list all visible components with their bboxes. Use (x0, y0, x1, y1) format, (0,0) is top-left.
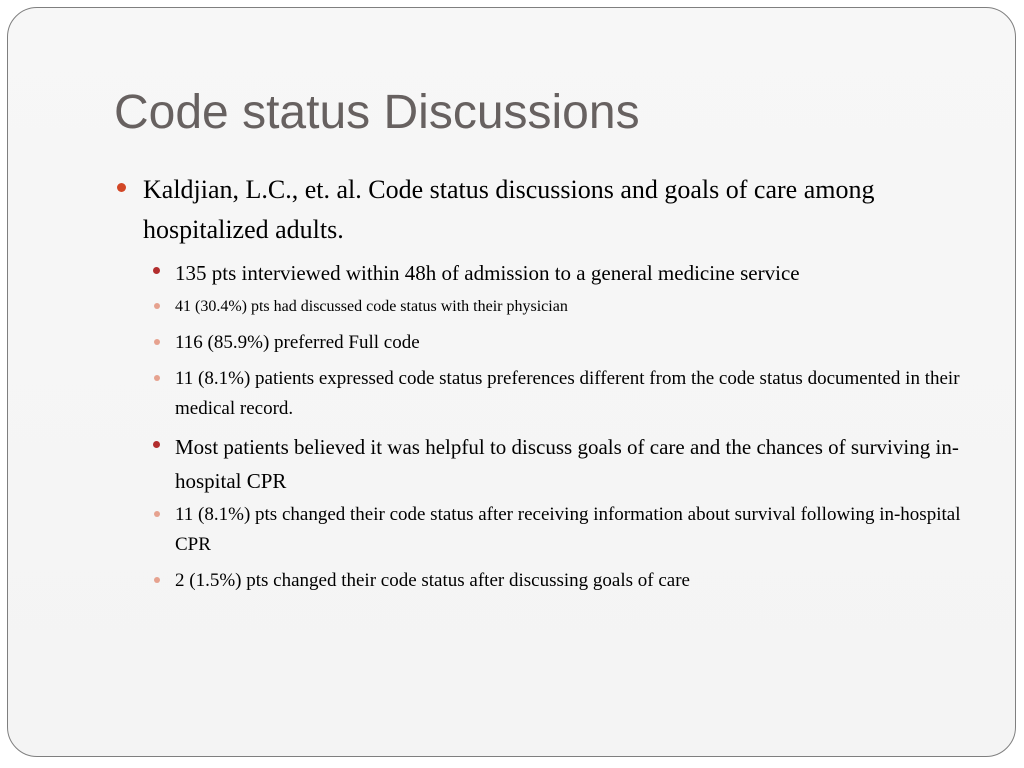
bullet-item-changed-after-survival-info (145, 500, 975, 560)
slide-title: Code status Discussions (114, 86, 640, 139)
slide-body (115, 170, 975, 602)
bullet-list-level3 (145, 292, 975, 424)
bullet-dot-icon (153, 441, 160, 448)
bullet-dot-icon (154, 577, 160, 583)
bullet-dot-icon (154, 375, 160, 381)
bullet-text: 135 pts interviewed within 48h of admission to a general medicine service (175, 261, 800, 285)
bullet-text: 41 (30.4%) pts had discussed code status with their physician (175, 298, 568, 315)
bullet-text: 11 (8.1%) patients expressed code status preferences different from the code status documented in their medical record. (175, 368, 960, 419)
bullet-dot-icon (154, 303, 160, 309)
bullet-text: Kaldjian, L.C., et. al. Code status discussions and goals of care among hospitalized adults. (143, 175, 875, 244)
bullet-dot-icon (154, 511, 160, 517)
bullet-dot-icon (153, 267, 160, 274)
bullet-item-different-preferences (145, 364, 975, 424)
bullet-item-helpful (147, 430, 975, 498)
bullet-item-interviewed (147, 256, 975, 290)
bullet-text: Most patients believed it was helpful to discuss goals of care and the chances of surviving in-hospital CPR (175, 435, 959, 493)
bullet-dot-icon (117, 183, 126, 192)
bullet-dot-icon (154, 339, 160, 345)
bullet-list-level3 (145, 500, 975, 596)
bullet-item-changed-after-goals (145, 566, 975, 596)
bullet-list-level2 (147, 430, 975, 498)
bullet-text: 116 (85.9%) preferred Full code (175, 332, 420, 353)
bullet-item-citation (115, 170, 975, 250)
bullet-item-full-code (145, 328, 975, 358)
bullet-text: 2 (1.5%) pts changed their code status after discussing goals of care (175, 570, 690, 591)
bullet-text: 11 (8.1%) pts changed their code status after receiving information about survival following in-hospital CPR (175, 504, 961, 555)
bullet-list-level1 (115, 170, 975, 250)
bullet-list-level2 (147, 256, 975, 290)
bullet-item-discussed (145, 292, 975, 322)
